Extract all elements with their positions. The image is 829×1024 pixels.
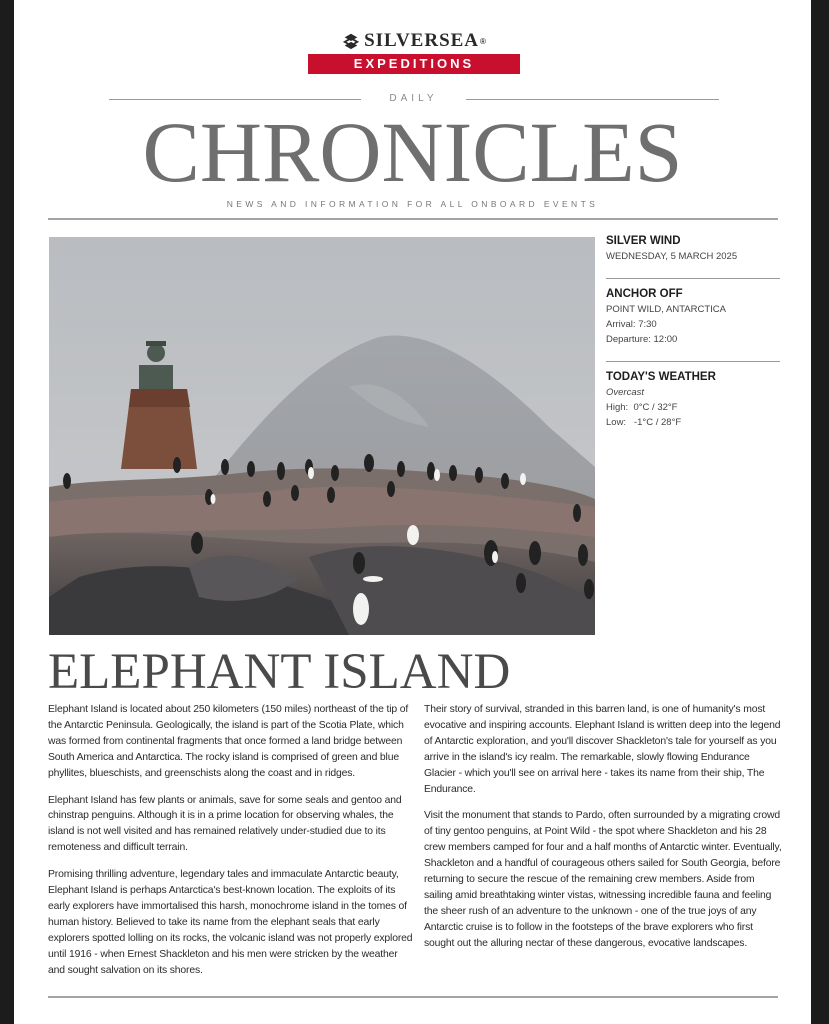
- article-paragraph: Promising thrilling adventure, legendary tales and immaculate Antarctic beauty, Elephant Island is perhaps Antarctica's best-known location. The exploits of its early explorers have immortalised this harsh, monochrome island in the tomes of human history. Believed to take its name from the elephant seals that early explorers spotted lolling on its rocks, the volcanic island was not properly explored until 1916 - when Ernest Shackleton and his men were stricken by the weather and sought salvation on its shores.: [48, 869, 413, 976]
- masthead-title: CHRONICLES: [142, 104, 683, 200]
- info-sidebar: [606, 234, 780, 438]
- masthead-tagline: NEWS AND INFORMATION FOR ALL ONBOARD EVENTS: [226, 199, 599, 209]
- brand-name: SILVERSEA: [364, 30, 480, 51]
- hero-photo: [49, 237, 595, 635]
- penguins-monument-image: [49, 237, 595, 635]
- silversea-logo: SILVERSEA ® EXPEDITIONS: [308, 30, 520, 74]
- masthead-rule-left: [109, 99, 361, 100]
- weather-title: TODAY'S WEATHER: [606, 371, 716, 383]
- sidebar-divider: [606, 361, 780, 362]
- anchor-info: [606, 287, 780, 355]
- article-column-right: [424, 702, 784, 963]
- weather-condition: Overcast: [606, 387, 645, 398]
- footer-divider: [48, 996, 778, 998]
- weather-low: Low: -1°C / 28°F: [606, 417, 682, 428]
- ship-info: [606, 234, 780, 272]
- anchor-title: ANCHOR OFF: [606, 288, 683, 300]
- article-paragraph: Elephant Island has few plants or animals, save for some seals and gentoo and chinstrap penguins. Although it is in a prime location for observing whales, the island is not well visited and has remained relatively under-studied due to its remoteness and difficult terrain.: [48, 794, 402, 854]
- article-column-left: [48, 702, 413, 990]
- article-paragraph: Elephant Island is located about 250 kilometers (150 miles) northeast of the tip of the Antarctic Peninsula. Geologically, the island is part of the Scotia Plate, which was formed from continental fragments that once formed a land bridge between South America and Antarctica. The rocky island is comprised of green and blue phyllites, blueschists, and greenschists along the coast and in ridges.: [48, 704, 409, 779]
- masthead-kicker: DAILY: [389, 93, 438, 104]
- masthead-divider: [48, 218, 778, 220]
- ship-date: WEDNESDAY, 5 MARCH 2025: [606, 251, 738, 262]
- brand-sub: EXPEDITIONS: [308, 54, 520, 74]
- anchor-arrival: Arrival: 7:30: [606, 319, 657, 330]
- silversea-s-mark-icon: [342, 32, 360, 50]
- anchor-location: POINT WILD, ANTARCTICA: [606, 304, 726, 315]
- anchor-departure: Departure: 12:00: [606, 334, 678, 345]
- masthead-rule-right: [466, 99, 719, 100]
- weather-info: [606, 370, 780, 438]
- newsletter-page: [14, 0, 811, 1024]
- sidebar-divider: [606, 278, 780, 279]
- article-paragraph: Visit the monument that stands to Pardo, often surrounded by a migrating crowd of tiny gentoo penguins, at Point Wild - the spot where Shackleton and his 28 crew members camped for four and a half months of Antarctic winter. Eventually, Shackleton and a handful of courageous others sailed for South Georgia, before returning to secure the rescue of the remaining crew members. Aside from sailing amid breathtaking winter vistas, witnessing incredible fauna and feeling the sheer rush of an adventure to the unknown - one of the true joys of any Antarctic cruise is to follow in the footsteps of the brave explorers who first sought out the alluring nectar of these dangerous, evocative landscapes.: [424, 810, 782, 949]
- weather-high: High: 0°C / 32°F: [606, 402, 678, 413]
- article-headline: ELEPHANT ISLAND: [48, 644, 511, 700]
- article-paragraph: Their story of survival, stranded in this barren land, is one of humanity's most evocative and inspiring accounts. Elephant Island is written deep into the legend of Antarctic exploration, and you'll discover Shackleton's tale for yourself as you arrive in the island's icy realm. The remarkable, slowly flowing Endurance Glacier - which you'll see on arrival here - takes its name from their ship, The Endurance.: [424, 704, 781, 795]
- ship-name: SILVER WIND: [606, 235, 681, 247]
